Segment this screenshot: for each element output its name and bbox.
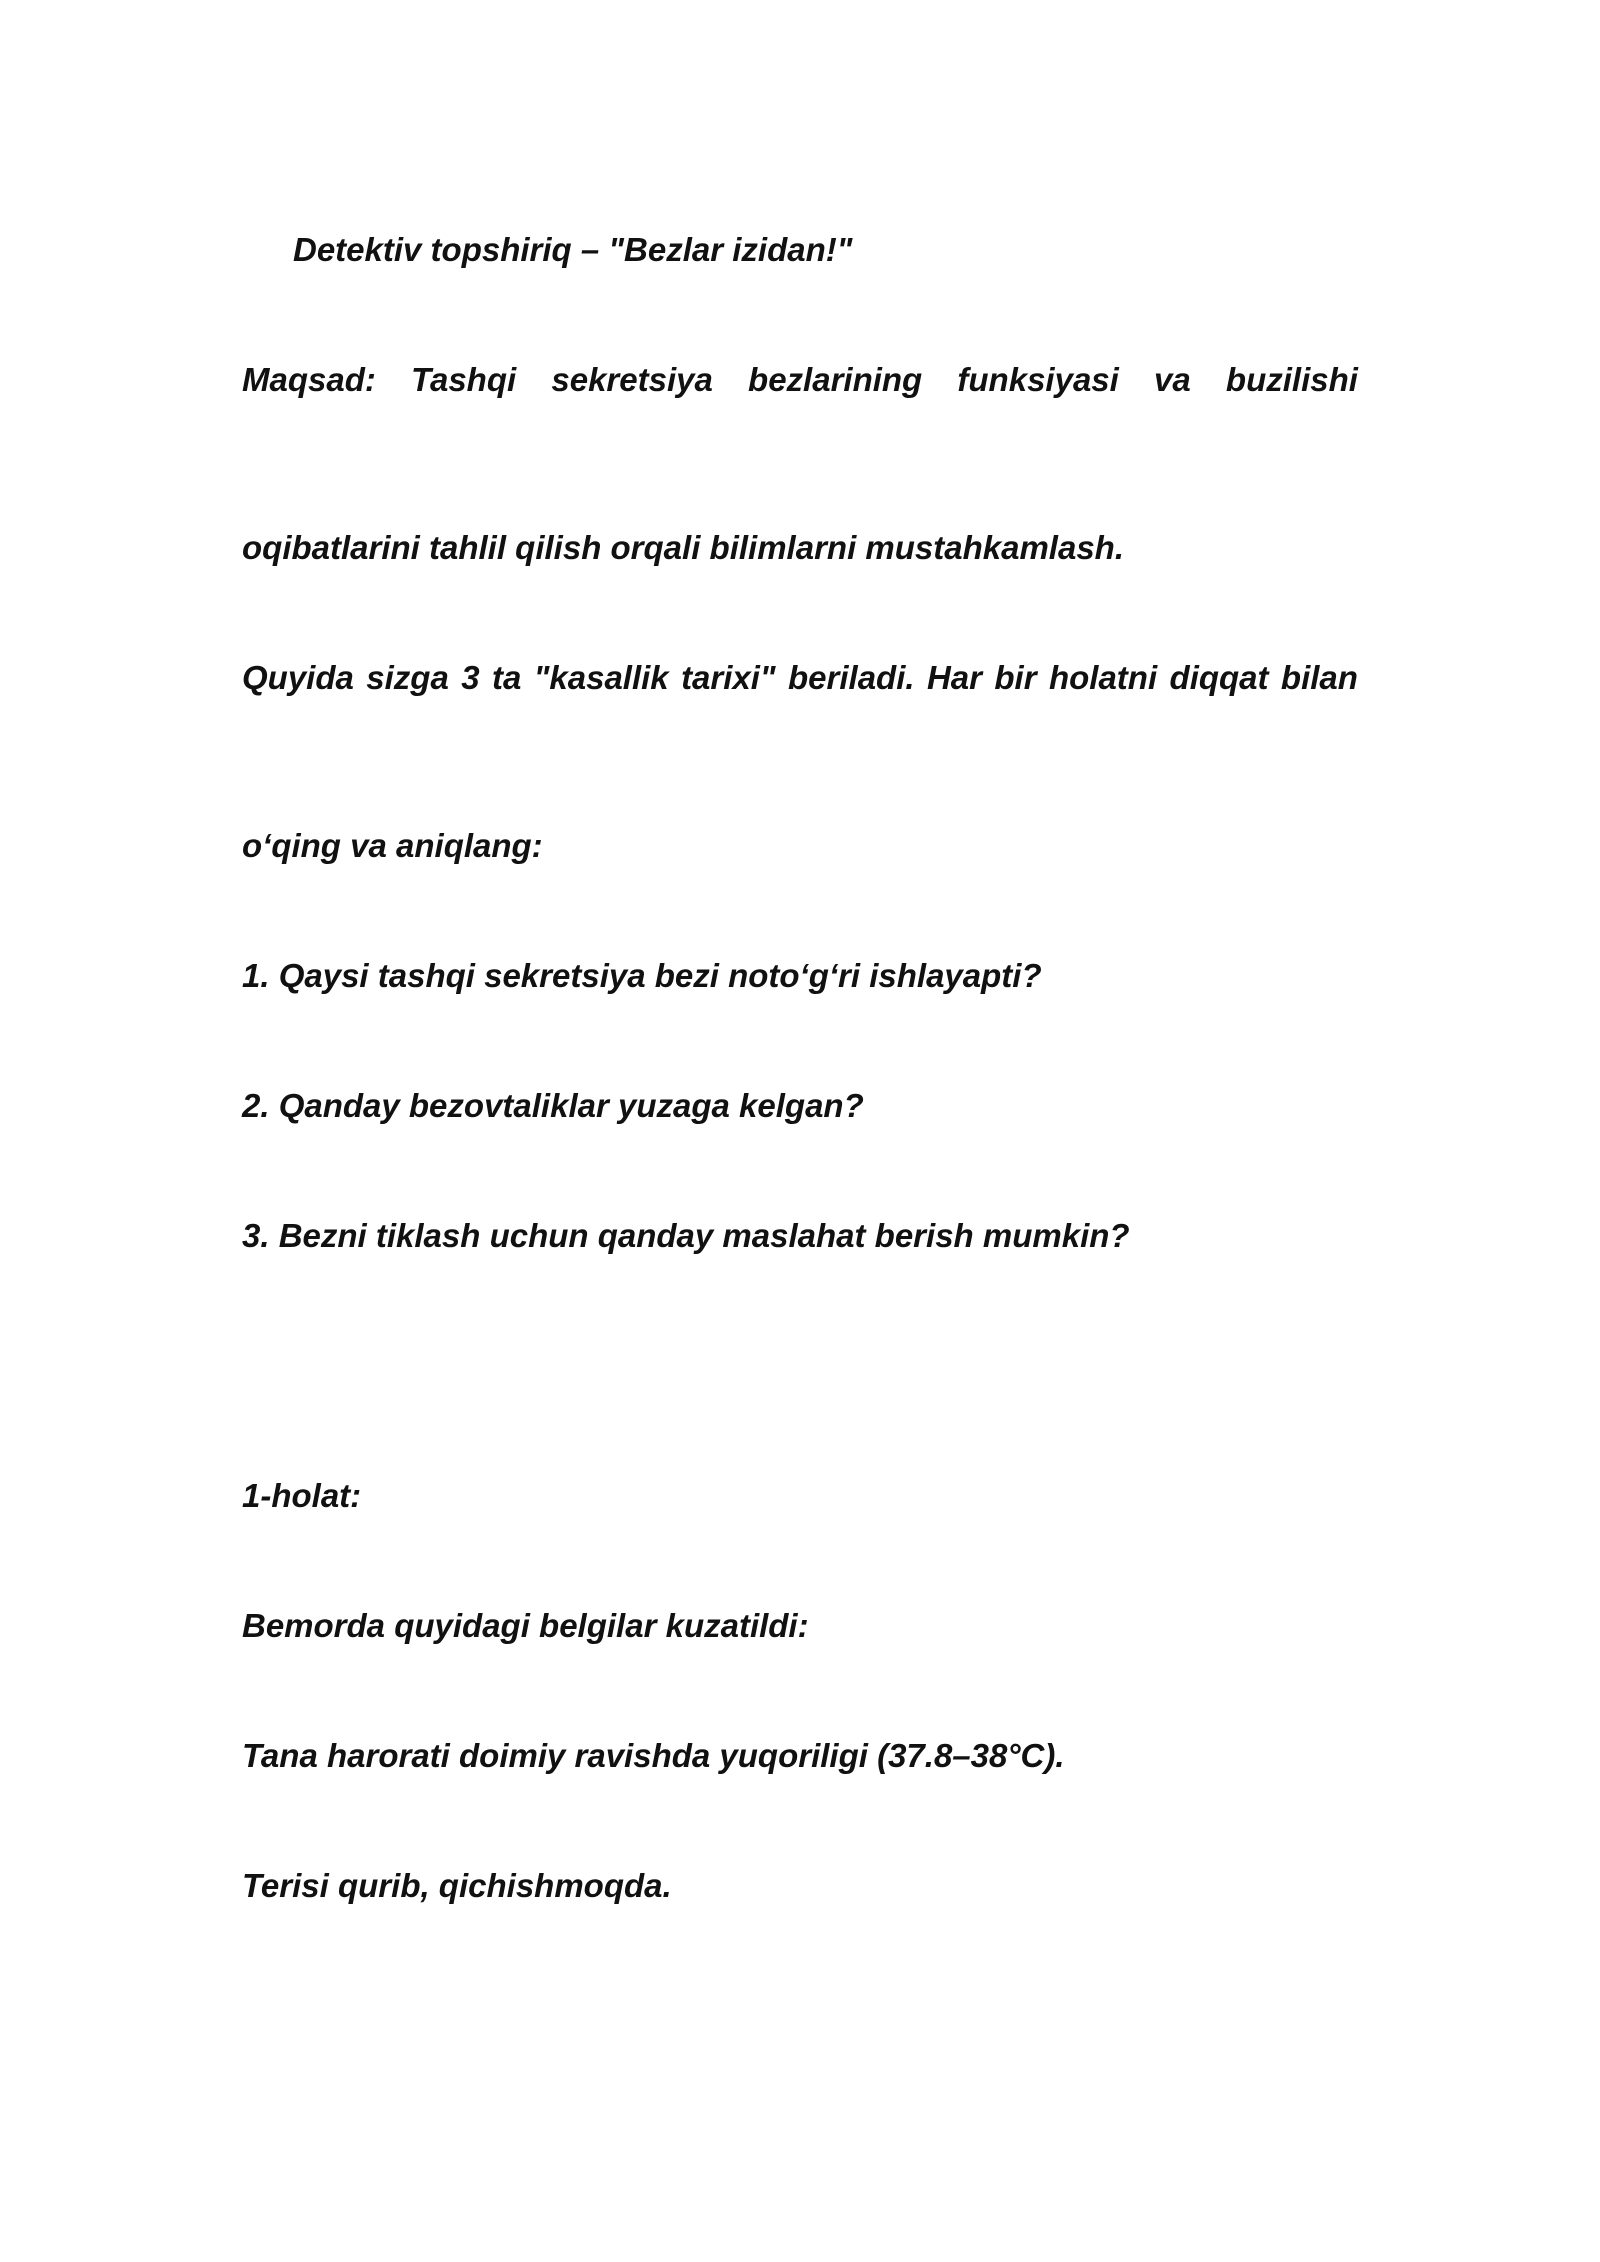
intro-word: diqqat <box>1169 659 1269 696</box>
case-1-symptom-2: Terisi qurib, qichishmoqda. <box>242 1867 672 1904</box>
purpose-word: va <box>1154 361 1191 398</box>
intro-word: tarixi" <box>681 659 776 696</box>
question-3: 3. Bezni tiklash uchun qanday maslahat berish mumkin? <box>242 1217 1130 1254</box>
intro-word: "kasallik <box>533 659 669 696</box>
case-1-heading: 1-holat: <box>242 1477 362 1514</box>
intro-word: holatni <box>1048 659 1158 696</box>
purpose-word: buzilishi <box>1225 361 1358 398</box>
purpose-word: sekretsiya <box>551 361 713 398</box>
intro-line-1 <box>242 656 1358 700</box>
purpose-line-2: oqibatlarini tahlil qilish orqali bilimlarni mustahkamlash. <box>242 529 1125 566</box>
intro-word: beriladi. <box>788 659 915 696</box>
intro-word: ta <box>491 659 522 696</box>
question-2: 2. Qanday bezovtaliklar yuzaga kelgan? <box>242 1087 864 1124</box>
intro-word: Quyida <box>242 659 354 696</box>
intro-word: 3 <box>461 659 480 696</box>
purpose-word: Maqsad: <box>242 361 376 398</box>
purpose-line-1 <box>242 358 1358 402</box>
intro-word: sizga <box>366 659 449 696</box>
question-1: 1. Qaysi tashqi sekretsiya bezi notoʻgʻri ishlayapti? <box>242 957 1042 994</box>
purpose-word: bezlarining <box>748 361 923 398</box>
purpose-word: funksiyasi <box>957 361 1119 398</box>
document-title: Detektiv topshiriq – "Bezlar izidan!" <box>293 231 853 268</box>
intro-word: Har <box>926 659 982 696</box>
purpose-word: Tashqi <box>411 361 517 398</box>
case-1-intro: Bemorda quyidagi belgilar kuzatildi: <box>242 1607 809 1644</box>
intro-word: bir <box>994 659 1037 696</box>
intro-line-2: oʻqing va aniqlang: <box>242 827 543 864</box>
intro-word: bilan <box>1280 659 1358 696</box>
case-1-symptom-1: Tana harorati doimiy ravishda yuqoriligi (37.8–38°C). <box>242 1737 1065 1774</box>
